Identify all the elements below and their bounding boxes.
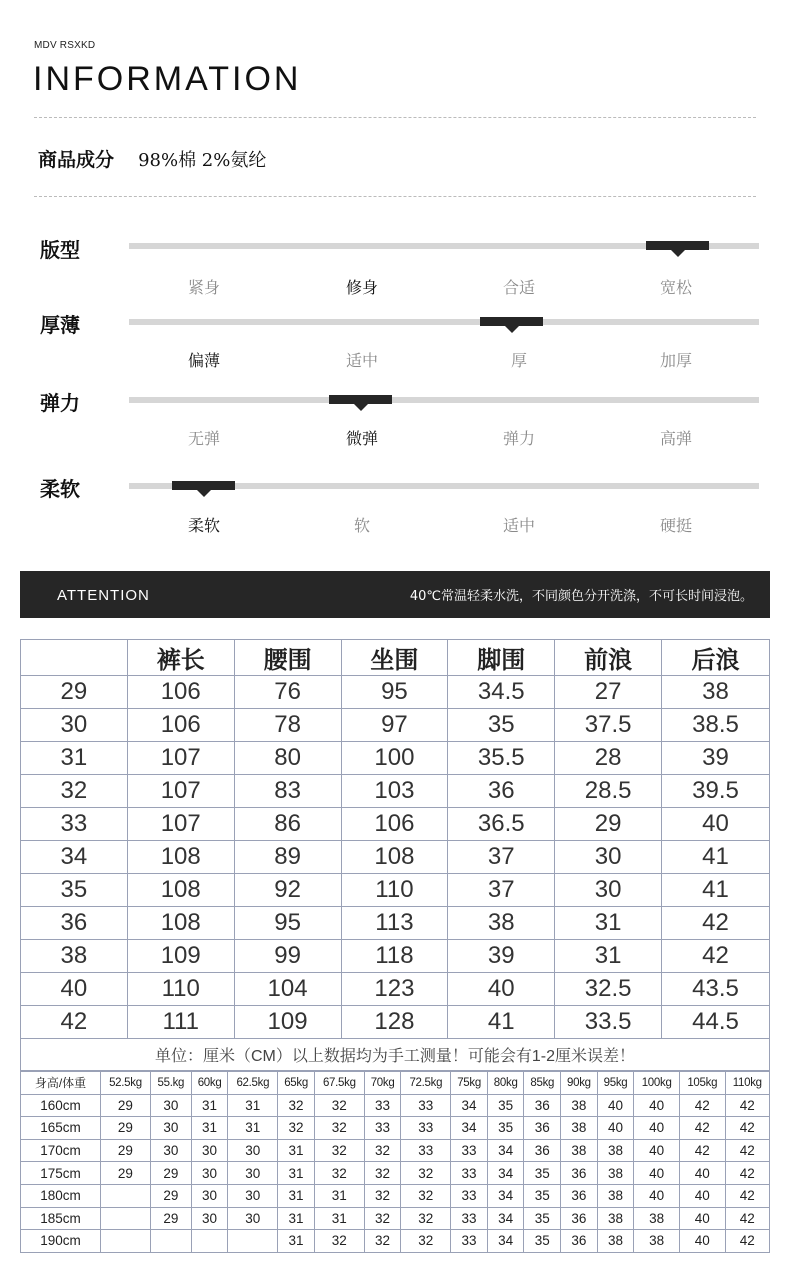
size-cell: 95: [341, 676, 448, 709]
fit-size-cell: 40: [634, 1117, 680, 1140]
size-cell: 103: [341, 775, 448, 808]
attribute-track: [129, 397, 759, 403]
fit-weight-header: 100kg: [634, 1072, 680, 1095]
fit-size-cell: 42: [679, 1094, 725, 1117]
fit-height-cell: 185cm: [21, 1207, 101, 1230]
fit-size-cell: [228, 1230, 278, 1253]
size-cell: 108: [127, 841, 234, 874]
attribute-option: 厚: [510, 351, 527, 370]
fit-size-cell: 34: [487, 1207, 524, 1230]
fit-weight-header: 60kg: [191, 1072, 228, 1095]
size-cell: 106: [127, 676, 234, 709]
attribute-option: 适中: [502, 516, 535, 535]
size-row: [21, 808, 770, 841]
size-cell: 118: [341, 940, 448, 973]
size-cell: 107: [127, 775, 234, 808]
fit-size-cell: 34: [451, 1094, 488, 1117]
fit-size-cell: 29: [101, 1094, 151, 1117]
fit-size-cell: 33: [451, 1162, 488, 1185]
size-cell: 108: [341, 841, 448, 874]
fit-size-cell: 30: [150, 1117, 191, 1140]
fit-row: [21, 1162, 770, 1185]
size-table: [20, 639, 770, 1071]
size-cell: 38: [448, 907, 555, 940]
composition-row: [38, 145, 266, 172]
fit-size-cell: 42: [725, 1117, 769, 1140]
size-cell: 37: [448, 841, 555, 874]
fit-size-cell: 35: [524, 1230, 561, 1253]
attention-banner: [20, 571, 770, 618]
fit-size-cell: 40: [679, 1184, 725, 1207]
fit-size-cell: 32: [278, 1117, 315, 1140]
size-cell: 104: [234, 973, 341, 1006]
fit-size-cell: 32: [364, 1184, 401, 1207]
size-header-cell: 裤长: [127, 640, 234, 676]
fit-size-cell: 33: [401, 1139, 451, 1162]
attribute-option: 软: [353, 516, 370, 535]
fit-size-cell: 32: [401, 1207, 451, 1230]
fit-height-cell: 190cm: [21, 1230, 101, 1253]
fit-weight-header: 65kg: [278, 1072, 315, 1095]
size-cell: 37.5: [555, 709, 662, 742]
attribute-label: 柔软: [40, 477, 80, 501]
size-row: [21, 1006, 770, 1039]
size-cell: 38: [21, 940, 128, 973]
brand-label: MDV RSXKD: [34, 40, 96, 51]
attribute-label: 版型: [40, 238, 80, 262]
attribute-label: 厚薄: [40, 313, 80, 337]
size-cell: 106: [127, 709, 234, 742]
size-cell: 76: [234, 676, 341, 709]
fit-size-cell: 38: [597, 1207, 634, 1230]
size-cell: 128: [341, 1006, 448, 1039]
size-cell: 42: [662, 907, 770, 940]
size-cell: 32: [21, 775, 128, 808]
fit-size-cell: 32: [364, 1207, 401, 1230]
size-cell: 110: [341, 874, 448, 907]
fit-size-cell: 38: [634, 1230, 680, 1253]
attribute-marker: [480, 317, 543, 326]
size-cell: 95: [234, 907, 341, 940]
attribute-marker: [646, 241, 709, 250]
size-cell: 89: [234, 841, 341, 874]
fit-size-cell: 31: [278, 1230, 315, 1253]
composition-label: 商品成分: [38, 149, 115, 171]
fit-size-cell: [150, 1230, 191, 1253]
fit-size-cell: 40: [679, 1230, 725, 1253]
fit-size-cell: 36: [561, 1162, 598, 1185]
size-note: 单位：厘米（CM）以上数据均为手工测量！可能会有1-2厘米误差！: [21, 1039, 770, 1071]
fit-size-cell: 29: [150, 1207, 191, 1230]
size-header-cell: [21, 640, 128, 676]
size-header-cell: 腰围: [234, 640, 341, 676]
fit-size-cell: 36: [561, 1207, 598, 1230]
size-cell: 44.5: [662, 1006, 770, 1039]
size-cell: 35.5: [448, 742, 555, 775]
fit-size-cell: 42: [725, 1139, 769, 1162]
size-cell: 34.5: [448, 676, 555, 709]
size-row: [21, 874, 770, 907]
size-header-cell: 后浪: [662, 640, 770, 676]
fit-size-cell: 42: [679, 1117, 725, 1140]
size-cell: 37: [448, 874, 555, 907]
fit-size-cell: 29: [150, 1162, 191, 1185]
size-row: [21, 973, 770, 1006]
fit-corner-header: 身高/体重: [21, 1072, 101, 1095]
composition-value: 98%棉 2%氨纶: [138, 150, 267, 171]
fit-size-cell: 38: [597, 1230, 634, 1253]
fit-size-cell: 29: [101, 1162, 151, 1185]
attribute-option: 弹力: [502, 429, 535, 448]
size-cell: 39.5: [662, 775, 770, 808]
fit-size-cell: 36: [561, 1184, 598, 1207]
fit-size-cell: 36: [524, 1117, 561, 1140]
fit-size-cell: 42: [725, 1230, 769, 1253]
fit-weight-header: 70kg: [364, 1072, 401, 1095]
fit-size-cell: 33: [401, 1094, 451, 1117]
fit-size-cell: 30: [228, 1139, 278, 1162]
size-cell: 39: [448, 940, 555, 973]
fit-size-cell: 42: [725, 1094, 769, 1117]
fit-size-cell: 32: [401, 1162, 451, 1185]
fit-height-cell: 180cm: [21, 1184, 101, 1207]
size-cell: 110: [127, 973, 234, 1006]
fit-weight-header: 52.5kg: [101, 1072, 151, 1095]
fit-weight-header: 75kg: [451, 1072, 488, 1095]
fit-size-cell: 31: [278, 1184, 315, 1207]
fit-size-cell: 31: [314, 1207, 364, 1230]
fit-size-cell: 36: [524, 1094, 561, 1117]
size-cell: 43.5: [662, 973, 770, 1006]
size-cell: 34: [21, 841, 128, 874]
fit-row: [21, 1184, 770, 1207]
fit-height-cell: 170cm: [21, 1139, 101, 1162]
fit-size-cell: 30: [228, 1162, 278, 1185]
fit-weight-header: 62.5kg: [228, 1072, 278, 1095]
fit-size-cell: 42: [725, 1207, 769, 1230]
fit-size-cell: [101, 1184, 151, 1207]
size-cell: 86: [234, 808, 341, 841]
fit-size-cell: 32: [364, 1139, 401, 1162]
fit-weight-header: 90kg: [561, 1072, 598, 1095]
fit-row: [21, 1207, 770, 1230]
fit-row: [21, 1117, 770, 1140]
size-cell: 97: [341, 709, 448, 742]
attention-text: 40℃常温轻柔水洗，不同颜色分开洗涤，不可长时间浸泡。: [409, 589, 753, 604]
attribute-track: [129, 483, 759, 489]
fit-size-cell: 31: [228, 1094, 278, 1117]
size-cell: 36.5: [448, 808, 555, 841]
size-cell: 28.5: [555, 775, 662, 808]
fit-size-cell: 36: [524, 1139, 561, 1162]
fit-size-cell: 40: [597, 1117, 634, 1140]
size-cell: 31: [555, 940, 662, 973]
attribute-option: 合适: [502, 278, 535, 297]
fit-size-cell: 31: [278, 1207, 315, 1230]
fit-size-cell: 30: [150, 1094, 191, 1117]
size-cell: 100: [341, 742, 448, 775]
fit-size-cell: [101, 1207, 151, 1230]
size-cell: 109: [234, 1006, 341, 1039]
fit-size-cell: 40: [679, 1162, 725, 1185]
size-row: [21, 775, 770, 808]
size-cell: 123: [341, 973, 448, 1006]
attribute-option: 紧身: [187, 278, 220, 297]
fit-size-cell: 31: [278, 1162, 315, 1185]
fit-size-cell: 34: [451, 1117, 488, 1140]
size-cell: 30: [555, 874, 662, 907]
size-cell: 27: [555, 676, 662, 709]
fit-size-cell: 35: [524, 1207, 561, 1230]
size-row: [21, 940, 770, 973]
fit-size-cell: 34: [487, 1162, 524, 1185]
fit-weight-header: 105kg: [679, 1072, 725, 1095]
attribute-option: 宽松: [659, 278, 692, 297]
fit-size-cell: 33: [364, 1094, 401, 1117]
fit-size-cell: 30: [191, 1139, 228, 1162]
size-row: [21, 841, 770, 874]
attribute-option: 加厚: [659, 351, 692, 370]
size-cell: 108: [127, 874, 234, 907]
fit-size-cell: 34: [487, 1139, 524, 1162]
attribute-track: [129, 319, 759, 325]
size-header-cell: 坐围: [341, 640, 448, 676]
attribute-option: 高弹: [659, 429, 692, 448]
size-cell: 40: [21, 973, 128, 1006]
fit-size-cell: 33: [401, 1117, 451, 1140]
fit-size-cell: 38: [634, 1207, 680, 1230]
size-cell: 40: [662, 808, 770, 841]
fit-size-cell: 31: [314, 1184, 364, 1207]
size-cell: 36: [21, 907, 128, 940]
fit-size-cell: 42: [725, 1184, 769, 1207]
fit-size-cell: 29: [150, 1184, 191, 1207]
fit-size-cell: 31: [278, 1139, 315, 1162]
fit-size-cell: 33: [451, 1139, 488, 1162]
fit-table: [20, 1071, 770, 1253]
fit-size-cell: 36: [561, 1230, 598, 1253]
attribute-marker: [172, 481, 235, 490]
divider: [34, 117, 756, 118]
fit-size-cell: 38: [561, 1094, 598, 1117]
size-cell: 29: [555, 808, 662, 841]
size-cell: 39: [662, 742, 770, 775]
size-cell: 35: [448, 709, 555, 742]
size-cell: 113: [341, 907, 448, 940]
fit-size-cell: 32: [314, 1162, 364, 1185]
size-cell: 42: [21, 1006, 128, 1039]
size-cell: 108: [127, 907, 234, 940]
size-cell: 41: [448, 1006, 555, 1039]
size-cell: 41: [662, 841, 770, 874]
size-cell: 80: [234, 742, 341, 775]
size-cell: 29: [21, 676, 128, 709]
fit-size-cell: 30: [228, 1207, 278, 1230]
fit-size-cell: 35: [524, 1184, 561, 1207]
fit-size-cell: [191, 1230, 228, 1253]
size-cell: 78: [234, 709, 341, 742]
size-cell: 33: [21, 808, 128, 841]
size-cell: 111: [127, 1006, 234, 1039]
fit-size-cell: 38: [597, 1184, 634, 1207]
fit-size-cell: 32: [314, 1094, 364, 1117]
fit-size-cell: 32: [314, 1139, 364, 1162]
size-header-cell: 前浪: [555, 640, 662, 676]
attribute-label: 弹力: [40, 391, 80, 415]
size-cell: 109: [127, 940, 234, 973]
fit-size-cell: 30: [191, 1207, 228, 1230]
fit-size-cell: 42: [679, 1139, 725, 1162]
fit-size-cell: [101, 1230, 151, 1253]
size-cell: 38: [662, 676, 770, 709]
fit-size-cell: 38: [597, 1139, 634, 1162]
fit-size-cell: 40: [634, 1162, 680, 1185]
size-cell: 99: [234, 940, 341, 973]
fit-weight-header: 55.kg: [150, 1072, 191, 1095]
fit-size-cell: 33: [364, 1117, 401, 1140]
fit-height-cell: 165cm: [21, 1117, 101, 1140]
size-cell: 31: [21, 742, 128, 775]
fit-row: [21, 1094, 770, 1117]
fit-size-cell: 32: [314, 1230, 364, 1253]
attribute-option: 修身: [345, 278, 378, 297]
fit-size-cell: 40: [634, 1139, 680, 1162]
attribute-option: 柔软: [187, 516, 220, 535]
fit-row: [21, 1230, 770, 1253]
size-header-cell: 脚围: [448, 640, 555, 676]
fit-size-cell: 31: [191, 1094, 228, 1117]
fit-size-cell: 33: [451, 1184, 488, 1207]
size-cell: 92: [234, 874, 341, 907]
fit-size-cell: 42: [725, 1162, 769, 1185]
fit-size-cell: 32: [364, 1230, 401, 1253]
fit-height-cell: 175cm: [21, 1162, 101, 1185]
size-cell: 41: [662, 874, 770, 907]
fit-size-cell: 32: [401, 1230, 451, 1253]
page-title: INFORMATION: [33, 60, 302, 98]
attribute-option: 微弹: [345, 429, 378, 448]
fit-size-cell: 30: [228, 1184, 278, 1207]
fit-size-cell: 38: [561, 1139, 598, 1162]
fit-weight-header: 85kg: [524, 1072, 561, 1095]
fit-height-cell: 160cm: [21, 1094, 101, 1117]
fit-row: [21, 1139, 770, 1162]
fit-size-cell: 38: [561, 1117, 598, 1140]
fit-size-cell: 32: [314, 1117, 364, 1140]
fit-size-cell: 31: [191, 1117, 228, 1140]
size-cell: 42: [662, 940, 770, 973]
size-cell: 83: [234, 775, 341, 808]
attribute-track: [129, 243, 759, 249]
fit-size-cell: 31: [228, 1117, 278, 1140]
size-cell: 32.5: [555, 973, 662, 1006]
attribute-option: 硬挺: [659, 516, 692, 535]
size-row: [21, 907, 770, 940]
size-row: [21, 709, 770, 742]
fit-size-cell: 40: [679, 1207, 725, 1230]
fit-size-cell: 38: [597, 1162, 634, 1185]
divider: [34, 196, 756, 197]
size-cell: 107: [127, 808, 234, 841]
size-cell: 33.5: [555, 1006, 662, 1039]
fit-size-cell: 34: [487, 1184, 524, 1207]
attention-title: ATTENTION: [57, 587, 150, 604]
size-cell: 30: [21, 709, 128, 742]
size-row: [21, 742, 770, 775]
attribute-option: 适中: [345, 351, 378, 370]
fit-size-cell: 40: [597, 1094, 634, 1117]
fit-weight-header: 72.5kg: [401, 1072, 451, 1095]
fit-size-cell: 33: [451, 1230, 488, 1253]
size-cell: 106: [341, 808, 448, 841]
fit-size-cell: 40: [634, 1184, 680, 1207]
fit-size-cell: 35: [524, 1162, 561, 1185]
fit-size-cell: 35: [487, 1094, 524, 1117]
size-row: [21, 676, 770, 709]
size-cell: 30: [555, 841, 662, 874]
fit-size-cell: 30: [191, 1162, 228, 1185]
fit-weight-header: 80kg: [487, 1072, 524, 1095]
size-cell: 35: [21, 874, 128, 907]
fit-size-cell: 40: [634, 1094, 680, 1117]
fit-size-cell: 30: [150, 1139, 191, 1162]
fit-weight-header: 67.5kg: [314, 1072, 364, 1095]
fit-size-cell: 35: [487, 1117, 524, 1140]
size-cell: 36: [448, 775, 555, 808]
size-cell: 38.5: [662, 709, 770, 742]
fit-weight-header: 110kg: [725, 1072, 769, 1095]
fit-size-cell: 34: [487, 1230, 524, 1253]
size-cell: 28: [555, 742, 662, 775]
attribute-option: 无弹: [187, 429, 220, 448]
fit-size-cell: 30: [191, 1184, 228, 1207]
attribute-marker: [329, 395, 392, 404]
fit-weight-header: 95kg: [597, 1072, 634, 1095]
fit-size-cell: 32: [401, 1184, 451, 1207]
size-cell: 31: [555, 907, 662, 940]
fit-size-cell: 29: [101, 1117, 151, 1140]
fit-size-cell: 32: [364, 1162, 401, 1185]
fit-size-cell: 33: [451, 1207, 488, 1230]
fit-size-cell: 32: [278, 1094, 315, 1117]
size-cell: 40: [448, 973, 555, 1006]
attribute-option: 偏薄: [187, 351, 220, 370]
size-cell: 107: [127, 742, 234, 775]
fit-size-cell: 29: [101, 1139, 151, 1162]
